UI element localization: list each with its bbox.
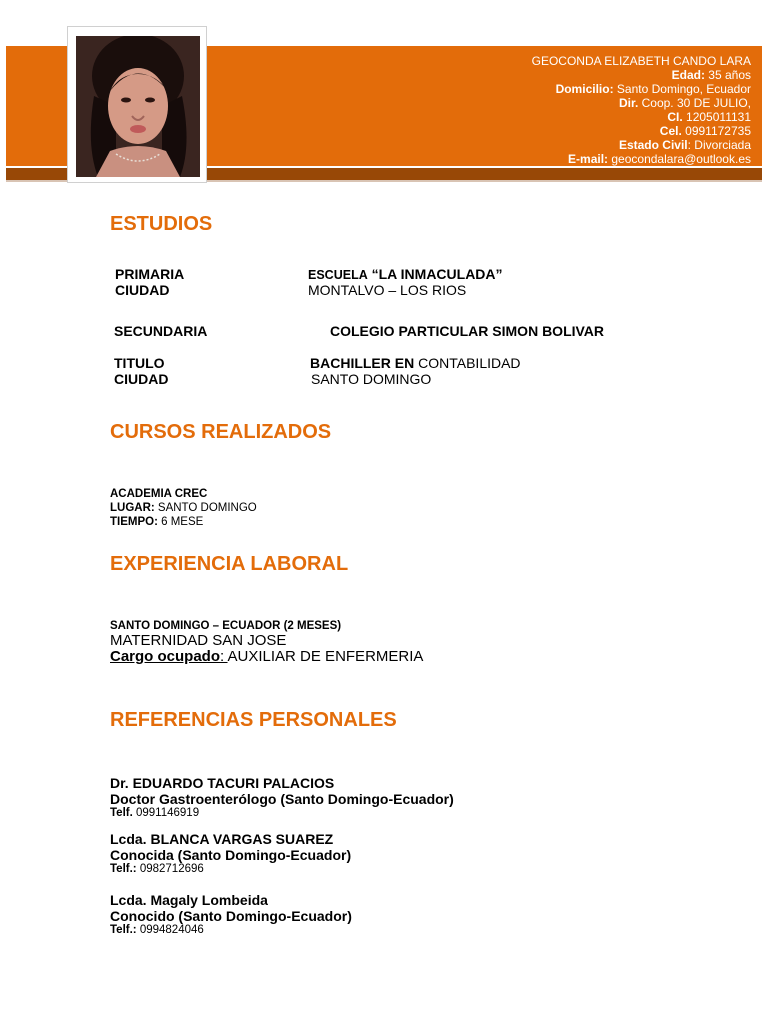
email-line: E-mail: geocondalara@outlook.es [568,152,751,166]
ciudad-label-2: CIUDAD [114,371,169,387]
experiencia-empresa: MATERNIDAD SAN JOSE [110,632,287,649]
experiencia-lugar: SANTO DOMINGO – ECUADOR (2 MESES) [110,620,342,632]
contact-block [532,54,751,166]
age-line: Edad: 35 años [671,68,751,82]
section-title-cursos: CURSOS REALIZADOS [110,421,332,443]
cell-line: Cel. 0991172735 [659,124,751,138]
titulo-value: BACHILLER EN CONTABILIDAD [310,355,521,371]
referencia-desc: Doctor Gastroenterólogo (Santo Domingo-Ecuador) [110,791,454,807]
secundaria-value: COLEGIO PARTICULAR SIMON BOLIVAR [330,323,605,339]
direction-line: Dir. Coop. 30 DE JULIO, [618,96,751,110]
ciudad-value-2: SANTO DOMINGO [311,371,432,387]
secundaria-label: SECUNDARIA [114,323,208,339]
referencia-name: Lcda. BLANCA VARGAS SUAREZ [110,831,334,847]
section-title-referencias: REFERENCIAS PERSONALES [110,709,397,731]
referencia-desc: Conocida (Santo Domingo-Ecuador) [110,847,352,863]
curso-academia: ACADEMIA CREC [110,488,208,500]
referencia-tel: Telf.: 0982712696 [110,863,204,875]
curso-tiempo: TIEMPO: 6 MESE [110,516,204,528]
referencia-name: Lcda. Magaly Lombeida [110,892,268,908]
section-title-estudios: ESTUDIOS [110,213,213,235]
ciudad-value-1: MONTALVO – LOS RIOS [308,282,467,298]
referencia-tel: Telf. 0991146919 [110,807,200,819]
primaria-label: PRIMARIA [115,266,185,282]
experiencia-cargo: Cargo ocupado: AUXILIAR DE ENFERMERIA [110,648,424,665]
profile-photo [76,36,200,177]
ciudad-label-1: CIUDAD [115,282,170,298]
portrait-illustration [76,36,200,177]
address-line: Domicilio: Santo Domingo, Ecuador [555,82,751,96]
curso-lugar: LUGAR: SANTO DOMINGO [110,502,257,514]
referencia-tel: Telf.: 0994824046 [110,924,204,936]
id-line: CI. 1205011131 [667,110,751,124]
candidate-name: GEOCONDA ELIZABETH CANDO LARA [531,54,751,68]
profile-photo-frame [67,26,207,183]
referencia-name: Dr. EDUARDO TACURI PALACIOS [110,775,335,791]
referencia-desc: Conocido (Santo Domingo-Ecuador) [110,908,352,924]
civil-status-line: Estado Civil: Divorciada [618,138,751,152]
section-title-experiencia: EXPERIENCIA LABORAL [110,553,349,575]
primaria-value: ESCUELA “LA INMACULADA” [308,266,503,282]
titulo-label: TITULO [114,355,165,371]
